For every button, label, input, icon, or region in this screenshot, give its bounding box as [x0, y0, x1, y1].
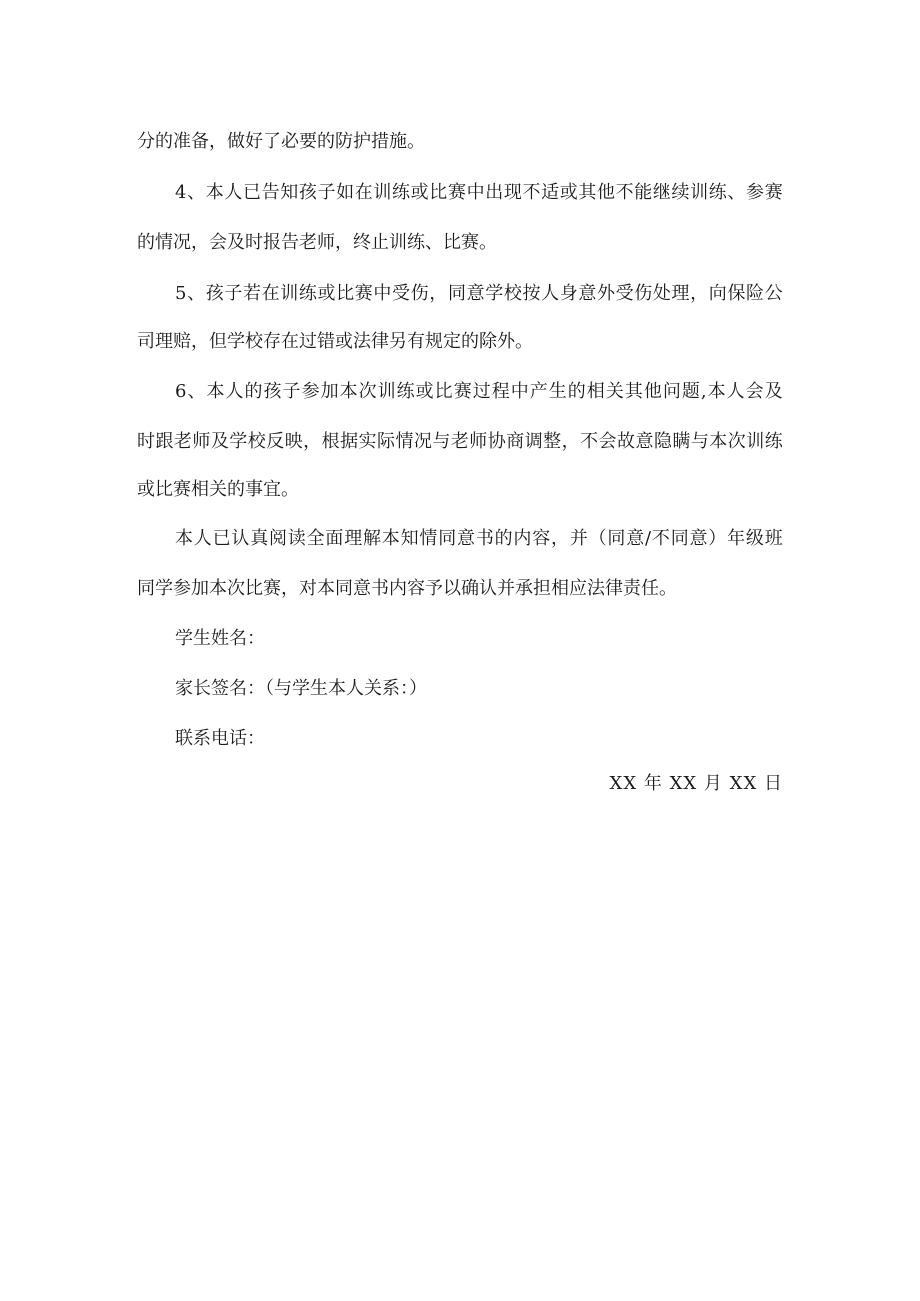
confirmation-line-2: 同学参加本次比赛，对本同意书内容予以确认并承担相应法律责任。: [137, 578, 677, 599]
item-5-line-1: 5、孩子若在训练或比赛中受伤，同意学校按人身意外受伤处理，向保险公: [175, 283, 783, 304]
parent-signature-field: 家长签名：（与学生本人关系：）: [175, 678, 427, 699]
item-6-line-3: 或比赛相关的事宜。: [137, 479, 299, 500]
item-6-line-2: 时跟老师及学校反映，根据实际情况与老师协商调整，不会故意隐瞒与本次训练: [137, 431, 783, 452]
item-5-line-2: 司理赔，但学校存在过错或法律另有规定的除外。: [137, 331, 533, 352]
contact-phone-field: 联系电话：: [175, 728, 265, 749]
paragraph-continuation: 分的准备，做好了必要的防护措施。: [137, 131, 425, 152]
item-6-line-1: 6、本人的孩子参加本次训练或比赛过程中产生的相关其他问题,本人会及: [175, 381, 783, 402]
student-name-field: 学生姓名：: [175, 628, 265, 649]
item-4-line-2: 的情况，会及时报告老师，终止训练、比赛。: [137, 232, 497, 253]
document-date: XX 年 XX 月 XX 日: [609, 773, 783, 794]
item-4-line-1: 4、本人已告知孩子如在训练或比赛中出现不适或其他不能继续训练、参赛: [175, 182, 783, 203]
confirmation-line-1: 本人已认真阅读全面理解本知情同意书的内容，并（同意/不同意）年级班: [175, 528, 783, 549]
